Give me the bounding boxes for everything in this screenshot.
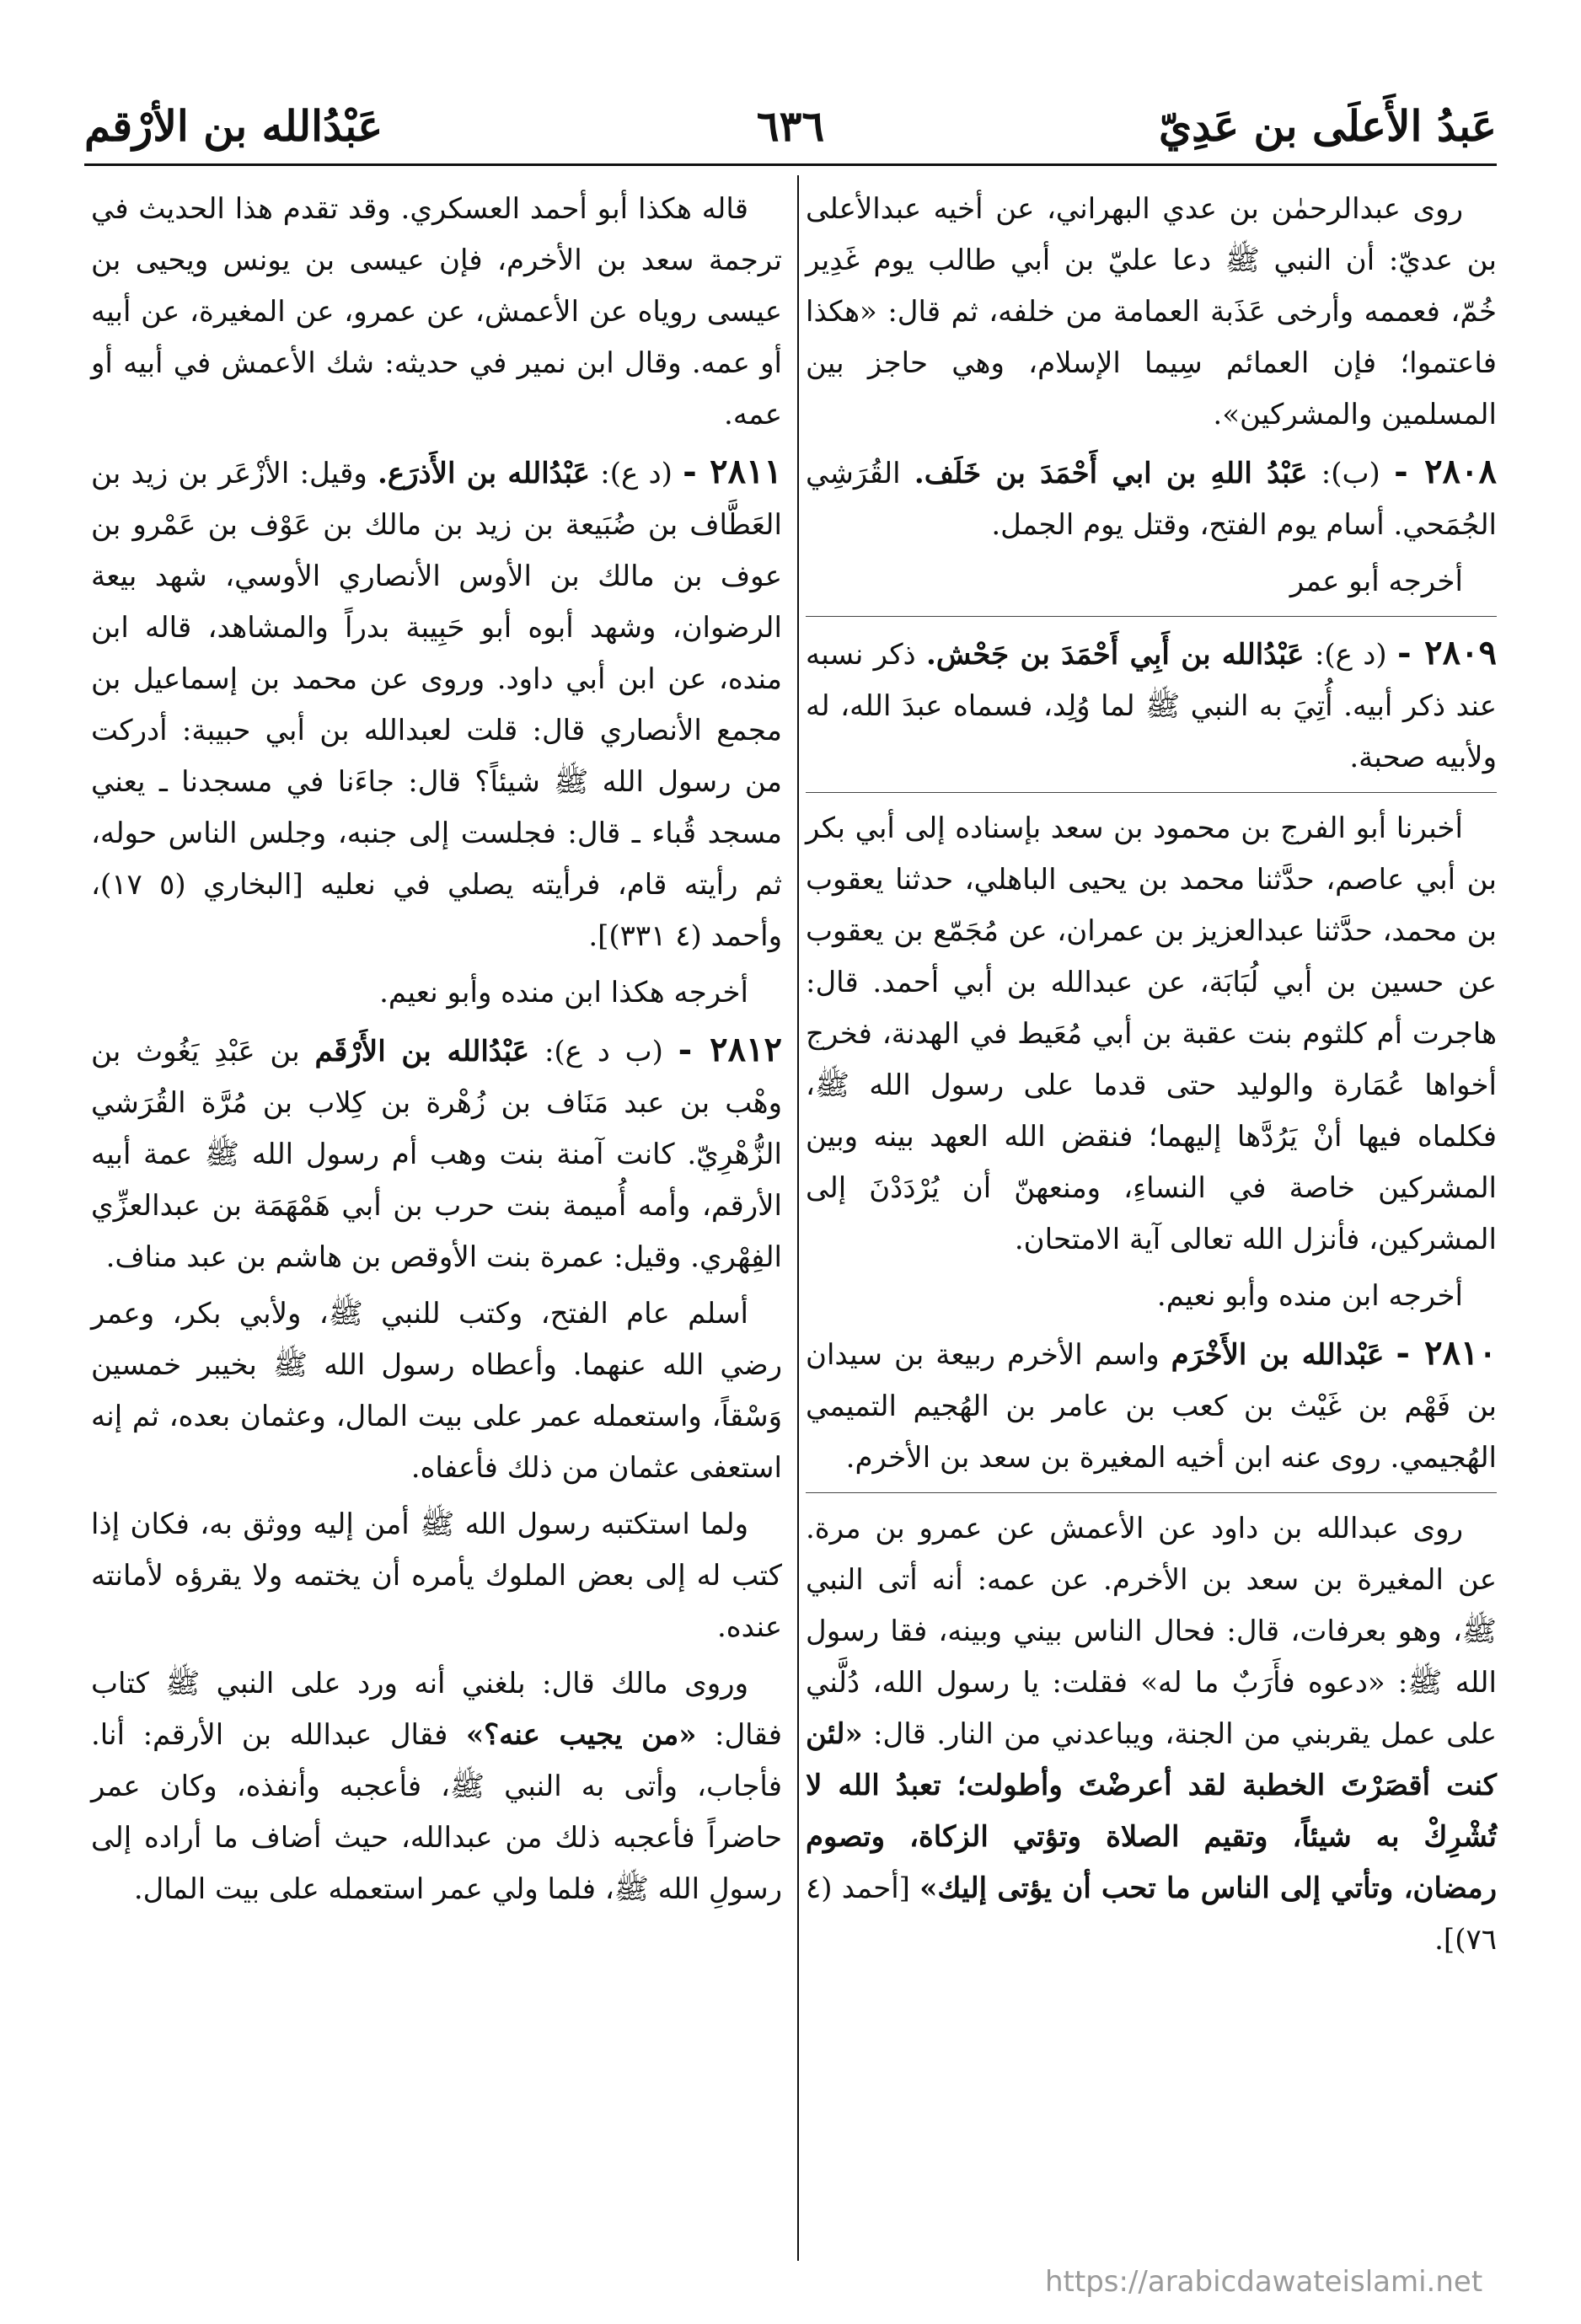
entry-number: ٢٨١١ - (683, 452, 783, 491)
paragraph-text: روى عبدالله بن داود عن الأعمش عن عمرو بن مرة. عن المغيرة بن سعد بن الأخرم. عن عمه: أنه أتى النبي ﷺ، وهو بعرفات، قال: فحال الناس بيني وبينه، فقا رسول الله ﷺ: «دعوه فأَرَبٌ ما له» فقلت: يا رسول الله، دُلَّني على عمل يقربني من الجنة، ويباعدني من النار. قال: (806, 1512, 1497, 1751)
separator-rule (806, 1492, 1497, 1493)
header-rule (84, 163, 1497, 166)
entry-2812 (91, 1024, 782, 1283)
source-line: أخرجه ابن منده وأبو نعيم. (1156, 1279, 1463, 1313)
hadith-quote: «لئن كنت أقصَرْتَ الخطبة لقد أعرضْتَ وأطولت؛ تعبدُ الله لا تُشْرِكْ به شيئاً، وتقيم الصلاة وتؤتي الزكاة، وتصوم رمضان، وتأتي إلى الناس ما تحب أن يؤتى إليك» (806, 1717, 1497, 1905)
paragraph: روى عبدالرحمٰن بن عدي البهراني، عن أخيه عبدالأعلى بن عديّ: أن النبي ﷺ دعا عليّ بن أبي طالب يوم غَدِير خُمّ، فعممه وأرخى عَذَبة العمامة من خلفه، ثم قال: «هكذا فاعتموا؛ فإن العمائم سِيما الإسلام، وهي حاجز بين المسلمين والمشركين». (806, 192, 1497, 431)
paragraph-text: وروى مالك قال: بلغني أنه ورد على النبي ﷺ كتاب فقال: (91, 1667, 782, 1752)
source-line: أخرجه هكذا ابن منده وأبو نعيم. (379, 976, 748, 1009)
left-column (91, 184, 782, 1920)
entry-text: القُرَشِي الجُمَحي. أسام يوم الفتح، وقتل يوم الجمل. (806, 457, 1497, 542)
paragraph: أسلم عام الفتح، وكتب للنبي ﷺ، ولأبي بكر، وعمر رضي الله عنهما. وأعطاه رسول الله ﷺ بخيبر خمسين وَسْقاً، واستعمله عمر على بيت المال، وعثمان بعده، ثم إنه استعفى عثمان من ذلك فأعفاه. (91, 1297, 782, 1485)
page-header (84, 91, 1497, 167)
paragraph: أخبرنا أبو الفرج بن محمود بن سعد بإسناده إلى أبي بكر بن أبي عاصم، حدَّثنا محمد بن يحيى الباهلي، حدثنا يعقوب بن محمد، حدَّثنا عبدالعزيز بن عمران، عن مُجَمّع بن يعقوب عن حسين بن أبي لُبَابَة، عن عبدالله بن أبي أحمد. قال: هاجرت أم كلثوم بنت عقبة بن أبي مُعَيط في الهدنة، فخرج أخواها عُمَارة والوليد حتى قدما على رسول الله ﷺ، فكلماه فيها أنْ يَرُدَّها إليهما؛ فنقض الله العهد بينه وبين المشركين خاصة في النساءِ، ومنعهنّ أن يُرْدَدْنَ إلى المشركين، فأنزل الله تعالى آية الامتحان. (806, 811, 1497, 1256)
right-column (806, 184, 1497, 1971)
separator-rule (806, 616, 1497, 617)
entry-number: ٢٨٠٨ - (1394, 452, 1497, 491)
reference: [البخاري (٥ ١٧)، وأحمد (٤ ٣٣١)]. (91, 868, 782, 953)
entry-text: واسم الأخرم ربيعة بن سيدان بن فَهْم بن غَيْث بن كعب بن عامر بن الهُجيم التميمي الهُجيمي. روى عنه ابن أخيه المغيرة بن سعد بن الأخرم. (806, 1338, 1497, 1475)
reference: [أحمد (٤ ٧٦)]. (806, 1872, 1497, 1957)
entry-2808 (806, 446, 1497, 551)
separator-rule (806, 792, 1497, 793)
watermark-url: https://arabicdawateislami.net (1045, 2265, 1483, 2299)
entry-code: (ب): (1321, 457, 1380, 490)
paragraph (91, 1658, 782, 1915)
entry-number: ٢٨٠٩ - (1397, 633, 1498, 672)
entry-number: ٢٨١٠ - (1396, 1333, 1498, 1373)
hadith-quote: «من يجيب عنه؟» (465, 1718, 697, 1752)
entry-code: (د ع): (600, 457, 673, 490)
entry-text: ذكر نسبه عند ذكر أبيه. أُتِيَ به النبي ﷺ لما وُلِد، فسماه عبدَ الله، له ولأبيه صحبة. (806, 638, 1497, 774)
entry-2810 (806, 1327, 1497, 1484)
entry-name: عَبْدُالله بن أَبِي أَحْمَدَ بن جَحْش. (926, 638, 1305, 672)
paragraph-text: فقال عبدالله بن الأرقم: أنا. فأجاب، وأتى به النبي ﷺ، فأعجبه وأنفذه، وكان عمر حاضراً فأعجبه ذلك من عبدالله، حيث أضاف ما أراده إلى رسولِ الله ﷺ، فلما ولي عمر استعمله على بيت المال. (91, 1718, 782, 1906)
entry-text: بن عَبْدِ يَغُوث بن وهْب بن عبد مَنَاف بن زُهْرة بن كِلاب بن مُرَّة القُرَشي الزُّهْرِيّ. كانت آمنة بنت وهب أم رسول الله ﷺ عمة أبيه الأرقم، وأمه أُميمة بنت حرب بن أبي هَمْهَمَة بن عبدالعزِّي الفِهْري. وقيل: عمرة بنت الأوقص بن هاشم بن عبد مناف. (91, 1035, 782, 1274)
entry-code: (ب د ع): (544, 1035, 663, 1068)
running-title-left: عَبْدُالله بن الأرْقم (84, 101, 383, 151)
entry-name: عَبْدُ اللهِ بن ابي أَحْمَدَ بن خَلَف. (914, 457, 1308, 490)
paragraph: ولما استكتبه رسول الله ﷺ أمن إليه ووثق به، فكان إذا كتب له إلى بعض الملوك يأمره أن يختمه ولا يقرؤه لأمانته عنده. (91, 1507, 782, 1644)
column-divider (797, 175, 799, 2261)
entry-name: عَبْدُالله بن الأَرْقَم (314, 1035, 530, 1068)
entry-text: وقيل: الأزْعَر بن زيد بن العَطَّاف بن ضُبَيعة بن زيد بن مالك بن عَوْف بن عَمْرو بن عوف بن مالك بن الأوس الأنصاري الأوسي، شهد بيعة الرضوان، وشهد أبوه أبو حَبِيبة بدراً والمشاهد، قاله ابن منده، عن ابن أبي داود. وروى عن محمد بن إسماعيل بن مجمع الأنصاري قال: قلت لعبدالله بن أبي حبيبة: أدركت من رسول الله ﷺ شيئاً؟ قال: جاءَنا في مسجدنا ـ يعني مسجد قُباء ـ قال: فجلست إلى جنبه، وجلس الناس حوله، ثم رأيته قام، فرأيته يصلي في نعليه (91, 457, 783, 902)
entry-code: (د ع): (1314, 638, 1387, 672)
entry-2811 (91, 446, 782, 962)
paragraph: قاله هكذا أبو أحمد العسكري. وقد تقدم هذا الحديث في ترجمة سعد بن الأخرم، فإن عيسى بن يونس ويحيى بن عيسى روياه عن الأعمش، عن عمرو، عن المغيرة، عن أبيه أو عمه. وقال ابن نمير في حديثه: شك الأعمش في أبيه أو عمه. (91, 192, 782, 431)
entry-name: عَبْدُالله بن الأَذرَع. (377, 457, 591, 490)
entry-number: ٢٨١٢ - (678, 1030, 783, 1069)
entry-2809 (806, 627, 1497, 784)
paragraph (806, 1503, 1497, 1966)
entry-name: عَبْدالله بن الأَخْرَم (1171, 1338, 1385, 1372)
running-title-right: عَبدُ الأَعلَى بن عَدِيّ (1158, 101, 1497, 151)
page-number: ٦٣٦ (756, 101, 825, 151)
source-line: أخرجه أبو عمر (1289, 565, 1463, 598)
